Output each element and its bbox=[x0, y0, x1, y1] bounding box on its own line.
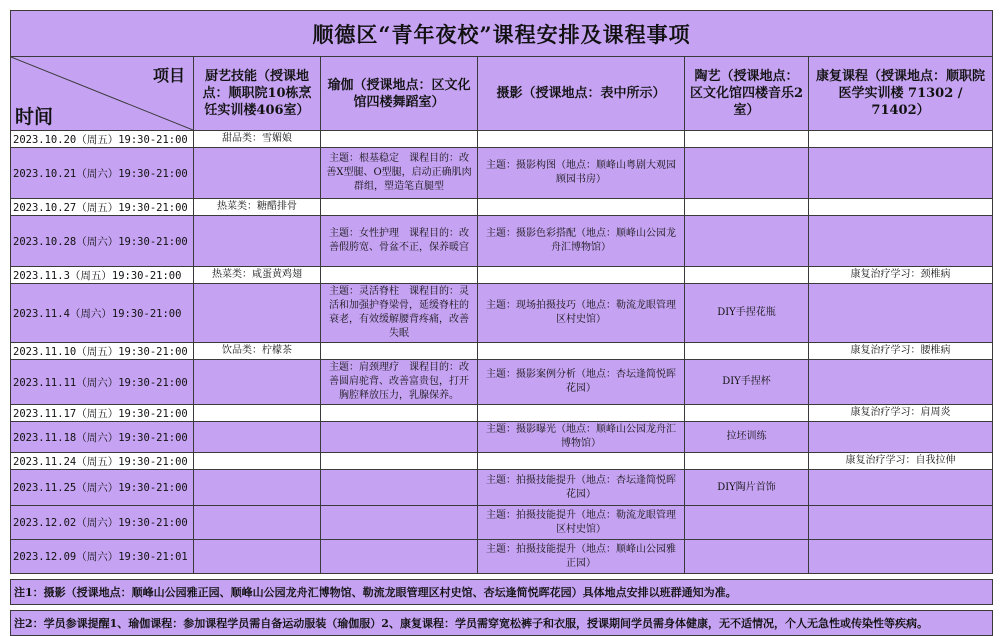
cooking-cell bbox=[194, 506, 321, 540]
photo-cell: 主题：摄影曝光（地点：顺峰山公园龙舟汇博物馆） bbox=[478, 422, 685, 453]
yoga-cell bbox=[321, 540, 478, 574]
cooking-cell: 甜品类：雪媚娘 bbox=[194, 131, 321, 148]
schedule-table bbox=[10, 10, 993, 636]
pottery-cell bbox=[685, 453, 809, 470]
cooking-cell bbox=[194, 422, 321, 453]
rehab-cell bbox=[809, 284, 993, 343]
cooking-cell bbox=[194, 360, 321, 405]
date-cell: 2023.11.24（周五）19:30-21:00 bbox=[11, 453, 194, 470]
yoga-cell bbox=[321, 422, 478, 453]
yoga-cell bbox=[321, 453, 478, 470]
yoga-cell bbox=[321, 131, 478, 148]
pottery-cell bbox=[685, 267, 809, 284]
rehab-cell bbox=[809, 148, 993, 199]
photo-cell: 主题：摄影构图（地点：顺峰山粤剧大观园顾园书房） bbox=[478, 148, 685, 199]
pottery-cell bbox=[685, 216, 809, 267]
table-row bbox=[11, 131, 993, 148]
rehab-cell bbox=[809, 216, 993, 267]
rehab-cell bbox=[809, 199, 993, 216]
rehab-cell bbox=[809, 422, 993, 453]
photo-cell bbox=[478, 199, 685, 216]
date-cell: 2023.11.10（周五）19:30-21:00 bbox=[11, 343, 194, 360]
cooking-cell bbox=[194, 148, 321, 199]
photo-cell bbox=[478, 453, 685, 470]
yoga-cell bbox=[321, 470, 478, 506]
yoga-cell: 主题：女性护理 课程目的：改善假胯宽、骨盆不正，保养暖宫 bbox=[321, 216, 478, 267]
rehab-cell: 康复治疗学习：颈椎病 bbox=[809, 267, 993, 284]
pottery-cell bbox=[685, 405, 809, 422]
date-cell: 2023.12.02（周六）19:30-21:00 bbox=[11, 506, 194, 540]
pottery-cell: 拉坯训练 bbox=[685, 422, 809, 453]
note-1: 注1：摄影（授课地点：顺峰山公园雅正园、顺峰山公园龙舟汇博物馆、勒流龙眼管理区村史馆、杏坛逢简悦晖花园）具体地点安排以班群通知为准。 bbox=[11, 580, 993, 605]
date-cell: 2023.10.27（周五）19:30-21:00 bbox=[11, 199, 194, 216]
table-title: 顺德区“青年夜校”课程安排及课程事项 bbox=[11, 11, 993, 57]
table-row bbox=[11, 453, 993, 470]
yoga-cell: 主题：肩颈理疗 课程目的：改善圆肩驼背、改善富贵包，打开胸腔释放压力，乳腺保养。 bbox=[321, 360, 478, 405]
yoga-cell bbox=[321, 506, 478, 540]
date-cell: 2023.10.28（周六）19:30-21:00 bbox=[11, 216, 194, 267]
cooking-cell bbox=[194, 453, 321, 470]
photo-cell bbox=[478, 343, 685, 360]
photo-cell: 主题：摄影案例分析（地点：杏坛逢简悦晖花园） bbox=[478, 360, 685, 405]
photo-cell: 主题：拍摄技能提升（地点：勒流龙眼管理区村史馆） bbox=[478, 506, 685, 540]
yoga-cell: 主题：灵活脊柱 课程目的：灵活和加强护脊梁骨，延缓脊柱的衰老，有效缓解腰背疼痛，改善失眠 bbox=[321, 284, 478, 343]
cooking-cell bbox=[194, 540, 321, 574]
yoga-cell: 主题：根基稳定 课程目的：改善X型腿、O型腿，启动正确肌肉群组，塑造笔直腿型 bbox=[321, 148, 478, 199]
header-yoga: 瑜伽（授课地点：区文化馆四楼舞蹈室） bbox=[321, 57, 478, 131]
date-cell: 2023.12.09（周六）19:30-21:01 bbox=[11, 540, 194, 574]
corner-time-label: 时间 bbox=[15, 106, 54, 128]
header-rehab: 康复课程（授课地点：顺职院医学实训楼 71302 / 71402） bbox=[809, 57, 993, 131]
rehab-cell: 康复治疗学习：肩周炎 bbox=[809, 405, 993, 422]
cooking-cell bbox=[194, 405, 321, 422]
yoga-cell bbox=[321, 199, 478, 216]
date-cell: 2023.10.20（周五）19:30-21:00 bbox=[11, 131, 194, 148]
table-row bbox=[11, 422, 993, 453]
rehab-cell bbox=[809, 470, 993, 506]
yoga-cell bbox=[321, 267, 478, 284]
cooking-cell: 饮品类：柠檬茶 bbox=[194, 343, 321, 360]
table-row bbox=[11, 148, 993, 199]
pottery-cell bbox=[685, 131, 809, 148]
photo-cell: 主题：摄影色彩搭配（地点：顺峰山公园龙舟汇博物馆） bbox=[478, 216, 685, 267]
date-cell: 2023.11.25（周六）19:30-21:00 bbox=[11, 470, 194, 506]
table-row bbox=[11, 470, 993, 506]
date-cell: 2023.11.3（周五）19:30-21:00 bbox=[11, 267, 194, 284]
photo-cell bbox=[478, 267, 685, 284]
cooking-cell bbox=[194, 284, 321, 343]
header-photography: 摄影（授课地点：表中所示） bbox=[478, 57, 685, 131]
rehab-cell bbox=[809, 506, 993, 540]
table-row bbox=[11, 360, 993, 405]
schedule-body bbox=[11, 131, 993, 574]
date-cell: 2023.11.18（周六）19:30-21:00 bbox=[11, 422, 194, 453]
table-row bbox=[11, 343, 993, 360]
date-cell: 2023.11.17（周五）19:30-21:00 bbox=[11, 405, 194, 422]
table-row bbox=[11, 267, 993, 284]
date-cell: 2023.11.4（周六）19:30-21:00 bbox=[11, 284, 194, 343]
header-pottery: 陶艺（授课地点：区文化馆四楼音乐2室） bbox=[685, 57, 809, 131]
date-cell: 2023.11.11（周六）19:30-21:00 bbox=[11, 360, 194, 405]
pottery-cell bbox=[685, 343, 809, 360]
pottery-cell bbox=[685, 506, 809, 540]
cooking-cell bbox=[194, 216, 321, 267]
photo-cell: 主题：拍摄技能提升（地点：杏坛逢简悦晖花园） bbox=[478, 470, 685, 506]
table-row bbox=[11, 405, 993, 422]
rehab-cell bbox=[809, 360, 993, 405]
pottery-cell bbox=[685, 199, 809, 216]
photo-cell bbox=[478, 131, 685, 148]
rehab-cell: 康复治疗学习：自我拉伸 bbox=[809, 453, 993, 470]
yoga-cell bbox=[321, 343, 478, 360]
rehab-cell bbox=[809, 540, 993, 574]
rehab-cell: 康复治疗学习：腰椎病 bbox=[809, 343, 993, 360]
corner-header bbox=[11, 57, 194, 131]
table-row bbox=[11, 216, 993, 267]
header-cooking: 厨艺技能（授课地点：顺职院10栋烹饪实训楼406室） bbox=[194, 57, 321, 131]
photo-cell: 主题：现场拍摄技巧（地点：勒流龙眼管理区村史馆） bbox=[478, 284, 685, 343]
table-row bbox=[11, 506, 993, 540]
table-row bbox=[11, 540, 993, 574]
cooking-cell bbox=[194, 470, 321, 506]
cooking-cell: 热菜类：糖醋排骨 bbox=[194, 199, 321, 216]
photo-cell bbox=[478, 405, 685, 422]
note-2: 注2：学员参课提醒1、瑜伽课程：参加课程学员需自备运动服装（瑜伽服）2、康复课程：学员需穿宽松裤子和衣服，授课期间学员需身体健康，无不适情况，个人无急性或传染性等疾病。 bbox=[11, 611, 993, 636]
pottery-cell bbox=[685, 148, 809, 199]
date-cell: 2023.10.21（周六）19:30-21:00 bbox=[11, 148, 194, 199]
pottery-cell: DIY陶片首饰 bbox=[685, 470, 809, 506]
rehab-cell bbox=[809, 131, 993, 148]
corner-project-label: 项目 bbox=[152, 66, 185, 85]
schedule-sheet bbox=[10, 10, 992, 636]
pottery-cell: DIY手捏杯 bbox=[685, 360, 809, 405]
table-row bbox=[11, 199, 993, 216]
pottery-cell: DIY手捏花瓶 bbox=[685, 284, 809, 343]
yoga-cell bbox=[321, 405, 478, 422]
pottery-cell bbox=[685, 540, 809, 574]
table-row bbox=[11, 284, 993, 343]
photo-cell: 主题：拍摄技能提升（地点：顺峰山公园雅正园） bbox=[478, 540, 685, 574]
cooking-cell: 热菜类：咸蛋黄鸡翅 bbox=[194, 267, 321, 284]
